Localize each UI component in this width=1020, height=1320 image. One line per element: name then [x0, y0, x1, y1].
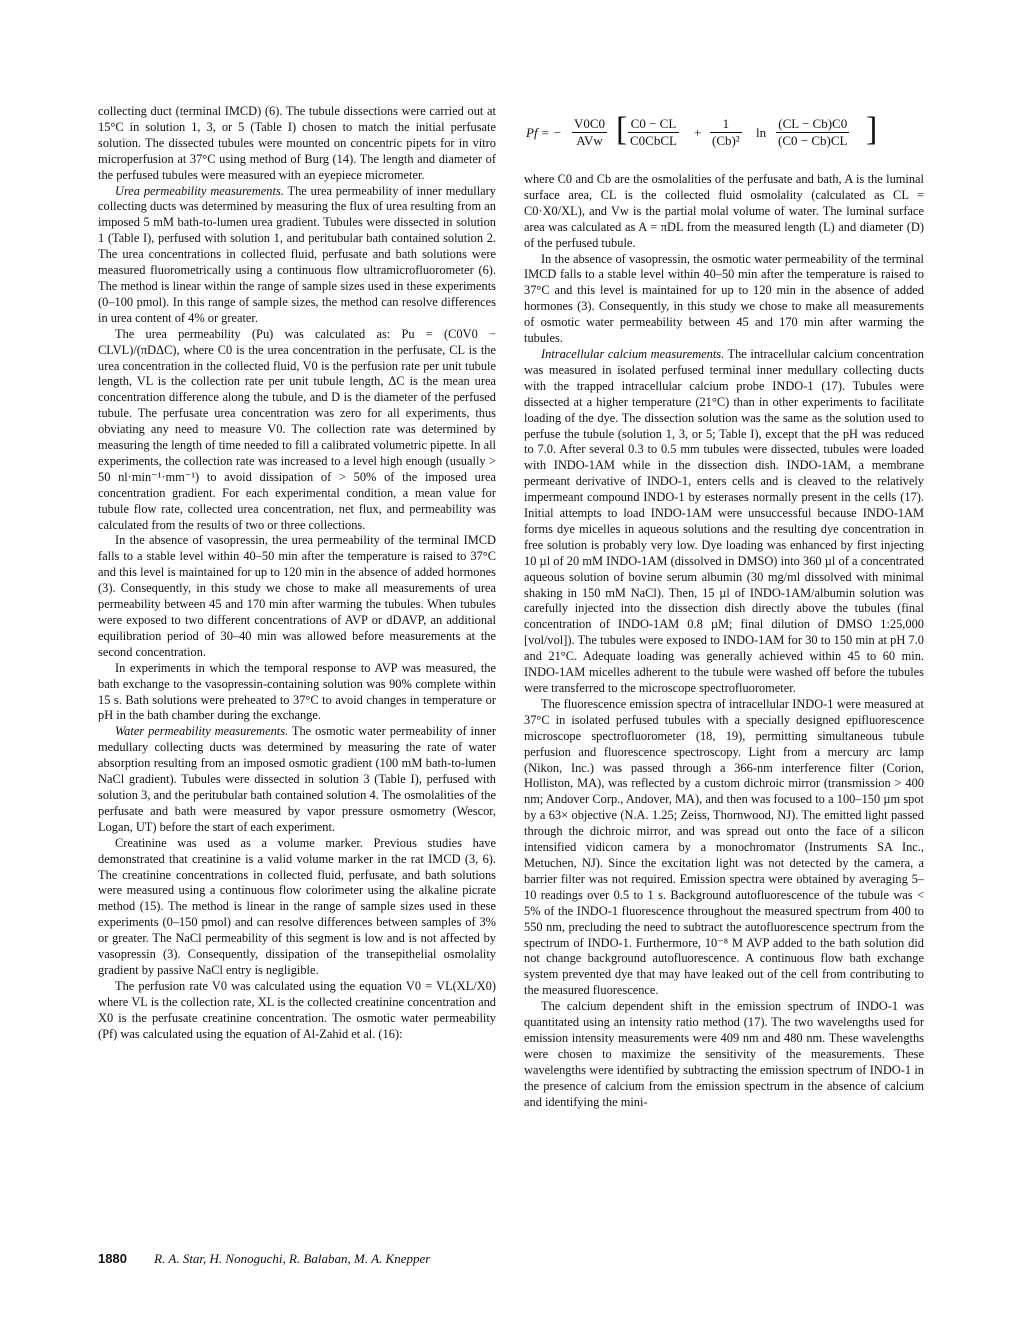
equation-fraction: C0 − CL C0CbCL [630, 116, 677, 148]
paragraph: The urea permeability (Pu) was calculated as: Pu = (C0V0 − CLVL)/(πDΔC), where C0 is the urea concentration in the perfusate, CL is the urea concentration in the collected fluid, V0 is the perfusion rate per unit tubule length, VL is the collection rate per unit tubule length, ΔC is the mean urea concentration difference along the tubule, and D is the diameter of the perfused tubule. The perfusate urea concentration was zero for all experiments, thus obviating any need to measure V0. The collection rate was determined by measuring the length of time needed to fill a calibrated volumetric pipette. In all experiments, the collection rate was increased to a level high enough (usually > 50 nl·min⁻¹·mm⁻¹) to avoid dissipation of > 50% of the imposed urea concentration gradient. For each experimental condition, a mean value for tubule flow rate, collected urea concentration, net flux, and permeability was calculated from the results of two or three collections. [98, 326, 496, 532]
paragraph: The calcium dependent shift in the emission spectrum of INDO-1 was quantitated using an intensity ratio method (17). The two wavelengths used for emission intensity measurements were 409 nm and 480 nm. These wavelengths were chosen to maximize the sensitivity of the measurements. These wavelengths were identified by subtracting the emission spectrum of INDO-1 in the presence of calcium from the emission spectrum in the absence of calcium and identifying the mini- [524, 999, 924, 1109]
left-column [98, 104, 496, 1042]
equation-fraction: $\frac{1}{\text{(Cb)²}}$ [712, 116, 740, 148]
equation-fraction: $\frac{(CL - Cb)C0}{(C0 - Cb)CL}$ [778, 116, 848, 148]
equation-bracket-left: [ [616, 111, 628, 148]
equation-ln: ln [756, 125, 767, 140]
paragraph: The perfusion rate V0 was calculated using the equation V0 = VL(XL/X0) where VL is the collection rate, XL is the collected creatinine concentration and X0 is the perfusate creatinine concentration. The osmotic water permeability (Pf) was calculated using the equation of Al-Zahid et al. (16): [98, 978, 496, 1041]
paragraph-text: The intracellular calcium concentration was measured in isolated perfused terminal inner medullary collecting ducts with the trapped intracellular calcium probe INDO-1 (17). Tubules were dissected at a higher temperature (21°C) than in other experiments to facilitate loading of the dye. The dissection solution was the same as the solution used to perfuse the tubule (solution 1, 3, or 5; Table I), except that the pH was reduced to 7.0. After several 0.3 to 0.5 mm tubules were dissected, tubules were loaded with INDO-1AM while in the dissection dish. INDO-1AM, a membrane permeant derivative of INDO-1, enters cells and is cleaved to the relatively impermeant compound INDO-1 by esterases normally present in the cells (17). Initial attempts to load INDO-1AM were unsuccessful because INDO-1AM forms dye micelles in aqueous solutions and the resulting dye concentration in free solution is probably very low. Dye loading was enhanced by first injecting 10 µl of 20 mM INDO-1AM (dissolved in DMSO) into 360 µl of a concentrated aqueous solution of bovine serum albumin (30 mg/ml dissolved with minimal shaking in 150 mM NaCl). Then, 15 µl of INDO-1AM/albumin solution was carefully injected into the dissection dish directly above the tubules (final concentration of INDO-1AM 0.8 µM; final dilution of DMSO 1:25,000 [vol/vol]). The tubules were exposed to INDO-1AM for 30 to 150 min at pH 7.0 and 21°C. Adequate loading was generally achieved within 45 to 60 min. INDO-1AM micelles adherent to the tubule were washed off before the tubules were transferred to the microscope spectrofluorometer. [524, 346, 924, 695]
page-number: 1880 [98, 1251, 127, 1266]
section-heading: Urea permeability measurements. [115, 183, 284, 198]
paragraph: The fluorescence emission spectra of intracellular INDO-1 were measured at 37°C in isolated perfused tubules with a specially designed epifluorescence microscope spectrofluorometer (18, 19), permitting simultaneous tubule perfusion and fluorescence spectroscopy. Light from a mercury arc lamp (Nikon, Inc.) was passed through a 366-nm interference filter (Corion, Holliston, MA), was reflected by a custom dichroic mirror (transmission > 400 nm; Andover Corp., Andover, MA), and then was focused to a 100–150 µm spot by a 63× objective (N.A. 1.25; Zeiss, Thornwood, NJ). The emitted light passed through the dichroic mirror, and was spread out onto the face of a silicon intensified vidicon camera by a monochromator (Instruments SA Inc., Metuchen, NJ). Since the excitation light was not detected by the camera, a barrier filter was not required. Emission spectra were obtained by averaging 5–10 readings over 0.5 to 1 s. Background autofluorescence of the tubule was < 5% of the INDO-1 fluorescence throughout the measured spectrum from 400 to 550 nm, precluding the need to subtract the autofluorescence spectrum from the spectrum of INDO-1. Furthermore, 10⁻⁸ M AVP added to the bath solution did not change background autofluorescence. A continuous flow bath exchange system prevented dye that may have leaked out of the cell from contributing to the measured fluorescence. [524, 696, 924, 998]
equation-pf [524, 106, 924, 164]
paragraph: collecting duct (terminal IMCD) (6). The tubule dissections were carried out at 15°C in solution 1, 3, or 5 (Table I) chosen to match the initial perfusate solution. The dissected tubules were mounted on concentric pipets for in vitro microperfusion at 37°C using method of Burg (14). The length and diameter of the perfused tubules were measured with an eyepiece micrometer. [98, 104, 496, 182]
paragraph [98, 724, 496, 835]
right-column [524, 104, 924, 1110]
paragraph-text: The osmotic water permeability of inner medullary collecting ducts was determined by measuring the rate of water absorption resulting from an imposed osmotic gradient (100 mM bath-to-lumen NaCl gradient). Tubules were dissected in solution 3 (Table I), perfused with solution 3, and the peritubular bath contained solution 4. The osmolalities of the perfusate and bath were measured by vapor pressure osmometry (Wescor, Logan, UT) before the start of each experiment. [98, 724, 496, 834]
equation-bracket-right: ] [866, 111, 878, 148]
paragraph: In the absence of vasopressin, the osmotic water permeability of the terminal IMCD falls to a stable level within 40–50 min after the temperature is raised to 37°C and this level is maintained for up to 120 min in the absence of added hormones (3). Consequently, in this study we chose to make all measurements of osmotic water permeability between 45 and 170 min after warming the tubules. [524, 251, 924, 346]
paragraph [524, 347, 924, 697]
paragraph: Creatinine was used as a volume marker. Previous studies have demonstrated that creatinine is a valid volume marker in the rat IMCD (3, 6). The creatinine concentrations in collected fluid, perfusate, and bath solutions were measured using a continuous flow colorimeter using the alkaline picrate method (15). The method is linear in the range of sample sizes used in these experiments (0–150 pmol) and can resolve differences between samples of 3% or greater. The NaCl permeability of this segment is low and is not affected by vasopressin (3). Consequently, dissipation of the transepithelial osmolality gradient by passive NaCl entry is negligible. [98, 835, 496, 977]
paragraph: where C0 and Cb are the osmolalities of the perfusate and bath, A is the luminal surface area, CL is the collected fluid osmolality (calculated as CL = C0·X0/XL), and Vw is the partial molal volume of water. The luminal surface area was calculated as A = πDL from the measured length (L) and diameter (D) of the perfused tubule. [524, 172, 924, 250]
equation-plus: + [694, 125, 702, 140]
section-heading: Intracellular calcium measurements. [541, 346, 725, 361]
equation-fraction: V0C0 AVw [574, 116, 606, 148]
paragraph: In experiments in which the temporal response to AVP was measured, the bath exchange to the vasopressin-containing solution was 90% complete within 15 s. Bath solutions were preheated to 37°C to avoid changes in temperature or pH in the bath chamber during the exchange. [98, 660, 496, 723]
paragraph [98, 184, 496, 327]
paragraph-text: The urea permeability of inner medullary collecting ducts was determined by measuring the flux of urea resulting from an imposed 5 mM bath-to-lumen urea gradient. Tubules were dissected in solution 1 (Table I), perfused with solution 1, and peritubular bath contained solution 2. The urea concentrations in collected fluid, perfusate and bath solutions were measured fluorometrically using a continuous flow ultramicrofluorometer (6). The method is linear within the range of sample sizes used in these experiments (0–100 pmol). In this range of sample sizes, the method can resolve differences in urea content of 4% or greater. [98, 183, 496, 325]
page-footer [98, 1251, 430, 1267]
paragraph: In the absence of vasopressin, the urea permeability of the terminal IMCD falls to a stable level within 40–50 min after the temperature is raised to 37°C and this level is maintained for up to 120 min in the absence of added hormones (3). Consequently, in this study we chose to make all measurements of urea permeability between 45 and 170 min after warming the tubules. When tubules were exposed to two different concentrations of AVP or dDAVP, an additional equilibration period of 30–40 min was allowed before measurements at the second concentration. [98, 533, 496, 659]
section-heading: Water permeability measurements. [115, 724, 289, 739]
author-line: R. A. Star, H. Nonoguchi, R. Balaban, M. A. Knepper [154, 1251, 431, 1266]
equation-lhs: Pf = − [526, 125, 562, 140]
